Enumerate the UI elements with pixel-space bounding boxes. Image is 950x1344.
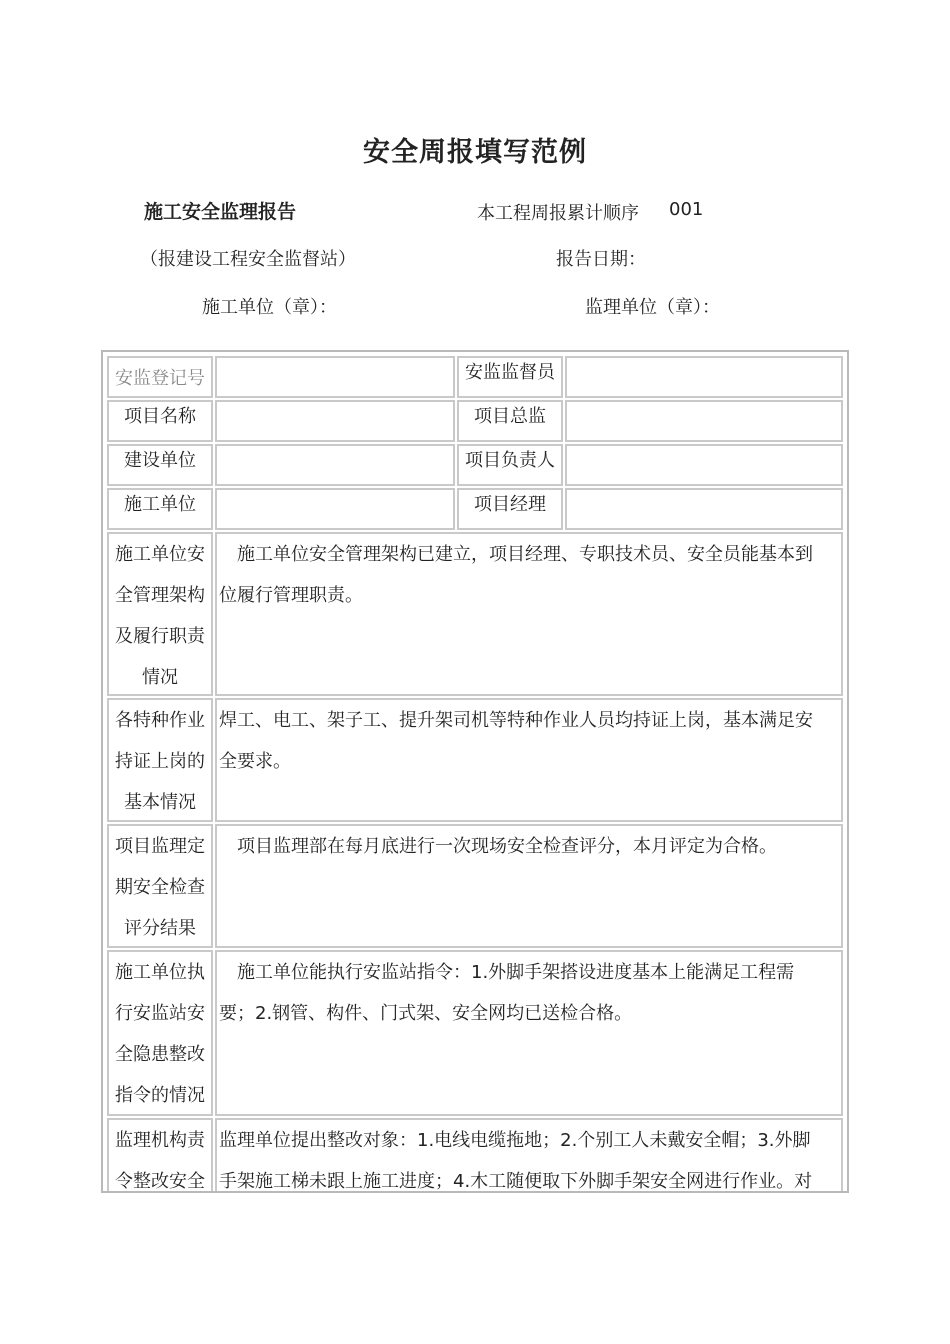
label-supervision-orders: [107, 1118, 213, 1193]
content-line: 手架施工梯未跟上施工进度；4.木工随便取下外脚手架安全网进行作业。对: [219, 1171, 813, 1192]
label-builder-unit: 建设单位: [107, 444, 213, 486]
label-project-name: 项目名称: [107, 400, 213, 442]
page-title: 安全周报填写范例: [363, 137, 587, 168]
report-name: 施工安全监理报告: [144, 201, 297, 223]
content-safety-management[interactable]: [215, 532, 843, 696]
value-builder-unit[interactable]: [215, 444, 455, 486]
label-inspection-results: [107, 824, 213, 948]
report-date-label: 报告日期：: [556, 249, 646, 270]
label-safety-management: [107, 532, 213, 696]
label-line: 情况: [142, 667, 178, 688]
label-special-operations: [107, 698, 213, 822]
label-chief-supervisor: 项目总监: [457, 400, 563, 442]
value-registration-no[interactable]: [215, 356, 455, 398]
label-construction-unit: 施工单位: [107, 488, 213, 530]
content-line: 项目监理部在每月底进行一次现场安全检查评分，本月评定为合格。: [219, 836, 777, 857]
content-line: 施工单位能执行安监站指令：1.外脚手架搭设进度基本上能满足工程需: [219, 962, 795, 983]
value-project-name[interactable]: [215, 400, 455, 442]
label-line: 行安监站安: [115, 1003, 205, 1024]
serial-label: 本工程周报累计顺序: [477, 203, 639, 224]
content-line: 监理单位提出整改对象：1.电线电缆拖地；2.个别工人未戴安全帽；3.外脚: [219, 1130, 811, 1151]
label-rectification-execution: [107, 950, 213, 1116]
content-line: 全要求。: [219, 751, 291, 772]
content-rectification-execution[interactable]: [215, 950, 843, 1116]
serial-value: 001: [669, 199, 704, 220]
report-table: [101, 350, 849, 1193]
supervision-unit-label: 监理单位（章）：: [585, 297, 720, 318]
content-line: 要；2.钢管、构件、门式架、安全网均已送检合格。: [219, 1003, 633, 1024]
label-project-manager: 项目经理: [457, 488, 563, 530]
content-inspection-results[interactable]: [215, 824, 843, 948]
content-line: 施工单位安全管理架构已建立，项目经理、专职技术员、安全员能基本到: [219, 544, 813, 565]
value-project-owner[interactable]: [565, 444, 843, 486]
label-line: 施工单位安: [115, 544, 205, 565]
label-line: 基本情况: [124, 792, 196, 813]
value-project-manager[interactable]: [565, 488, 843, 530]
label-line: 监理机构责: [115, 1130, 205, 1151]
content-special-operations[interactable]: [215, 698, 843, 822]
value-safety-supervisor[interactable]: [565, 356, 843, 398]
submit-to: （报建设工程安全监督站）: [140, 249, 356, 270]
label-line: 指令的情况: [115, 1085, 205, 1106]
content-line: 焊工、电工、架子工、提升架司机等特种作业人员均持证上岗，基本满足安: [219, 710, 813, 731]
label-line: 持证上岗的: [115, 751, 205, 772]
label-line: 评分结果: [124, 918, 196, 939]
value-chief-supervisor[interactable]: [565, 400, 843, 442]
label-line: 全管理架构: [115, 585, 205, 606]
content-line: 位履行管理职责。: [219, 585, 363, 606]
content-supervision-orders[interactable]: [215, 1118, 843, 1193]
label-line: 项目监理定: [115, 836, 205, 857]
label-line: 全隐患整改: [115, 1044, 205, 1065]
label-line: 各特种作业: [115, 710, 205, 731]
label-line: 施工单位执: [115, 962, 205, 983]
label-line: 令整改安全: [115, 1171, 205, 1192]
label-project-owner: 项目负责人: [457, 444, 563, 486]
construction-unit-label: 施工单位（章）：: [202, 297, 337, 318]
label-safety-supervisor: 安监监督员: [457, 356, 563, 398]
label-line: 及履行职责: [115, 626, 205, 647]
label-registration-no: 安监登记号: [107, 356, 213, 398]
label-line: 期安全检查: [115, 877, 205, 898]
value-construction-unit[interactable]: [215, 488, 455, 530]
